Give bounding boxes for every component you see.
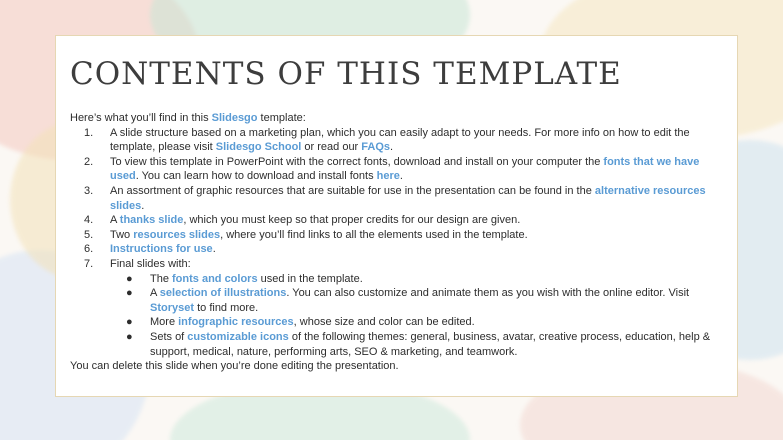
slide-card <box>55 35 738 397</box>
item-text: of the following themes: general, business, avatar, creative process, education, help & support, medical, nature, performing arts, SEO & marketing, and teamwork. <box>150 330 711 358</box>
item-text: . You can also customize and animate them as you wish with the online editor. Visit <box>286 287 690 300</box>
item-text: The <box>150 272 173 285</box>
item-text: . <box>390 141 394 154</box>
thanks-slide-link[interactable]: thanks slide <box>119 214 184 227</box>
list-item <box>70 184 730 213</box>
list-item <box>70 257 730 359</box>
item-text: to find more. <box>194 301 259 314</box>
intro-text: template: <box>257 112 306 124</box>
item-text: A slide structure based on a marketing plan, which you can easily adapt to your needs. For more info on how to edit the template, please visit <box>110 126 690 154</box>
customizable-icons-link[interactable]: customizable icons <box>187 330 289 343</box>
item-number: 1. <box>84 126 94 139</box>
sublist-item <box>110 286 730 315</box>
slidesgo-link[interactable]: Slidesgo <box>211 112 258 124</box>
item-text: or read our <box>301 141 362 154</box>
item-text: Two <box>110 228 134 241</box>
bullet-icon: ● <box>126 287 133 300</box>
faqs-link[interactable]: FAQs <box>361 141 391 154</box>
item-text: Sets of <box>150 330 188 343</box>
item-text: . <box>141 199 145 212</box>
sublist-item <box>110 330 730 359</box>
list-item <box>70 126 730 155</box>
contents-list <box>70 126 730 360</box>
item-text: , whose size and color can be edited. <box>293 316 475 329</box>
list-item <box>70 213 730 228</box>
item-text: A <box>110 214 120 227</box>
slide-content <box>70 111 730 374</box>
bullet-icon: ● <box>126 316 133 329</box>
item-text: A <box>150 287 160 300</box>
list-item <box>70 228 730 243</box>
item-number: 5. <box>84 228 94 241</box>
fonts-used-link[interactable]: fonts that we have used <box>110 155 700 183</box>
item-text: An assortment of graphic resources that are suitable for use in the presentation can be found in the <box>110 184 595 197</box>
item-number: 4. <box>84 214 94 227</box>
bullet-icon: ● <box>126 272 133 285</box>
final-slides-sublist <box>110 272 730 360</box>
intro-text: Here’s what you’ll find in this <box>70 112 212 124</box>
item-number: 2. <box>84 155 94 168</box>
list-item <box>70 242 730 257</box>
item-text: More <box>150 316 179 329</box>
item-text: Final slides with: <box>110 257 191 270</box>
slide-title: CONTENTS OF THIS TEMPLATE <box>70 56 622 92</box>
infographic-resources-link[interactable]: infographic resources <box>178 316 294 329</box>
item-number: 7. <box>84 257 94 270</box>
item-text: . You can learn how to download and install fonts <box>135 170 377 183</box>
item-text: used in the template. <box>257 272 363 285</box>
storyset-link[interactable]: Storyset <box>150 301 195 314</box>
intro-line <box>70 111 730 126</box>
list-item <box>70 155 730 184</box>
bullet-icon: ● <box>126 330 133 343</box>
fonts-colors-link[interactable]: fonts and colors <box>172 272 258 285</box>
outro-line: You can delete this slide when you’re done editing the presentation. <box>70 360 399 373</box>
item-text: , which you must keep so that proper credits for our design are given. <box>183 214 521 227</box>
instructions-link[interactable]: Instructions for use <box>110 243 213 256</box>
item-number: 3. <box>84 184 94 197</box>
item-text: To view this template in PowerPoint with the correct fonts, download and install on your computer the <box>110 155 604 168</box>
item-text: . <box>399 170 403 183</box>
resources-slides-link[interactable]: resources slides <box>133 228 221 241</box>
item-text: , where you’ll find links to all the elements used in the template. <box>220 228 528 241</box>
slidesgo-school-link[interactable]: Slidesgo School <box>215 141 302 154</box>
sublist-item <box>110 272 730 287</box>
sublist-item <box>110 315 730 330</box>
install-fonts-link[interactable]: here <box>376 170 400 183</box>
item-text: . <box>212 243 216 256</box>
item-number: 6. <box>84 243 94 256</box>
illustrations-link[interactable]: selection of illustrations <box>159 287 287 300</box>
alternative-resources-link[interactable]: alternative resources slides <box>110 184 706 212</box>
